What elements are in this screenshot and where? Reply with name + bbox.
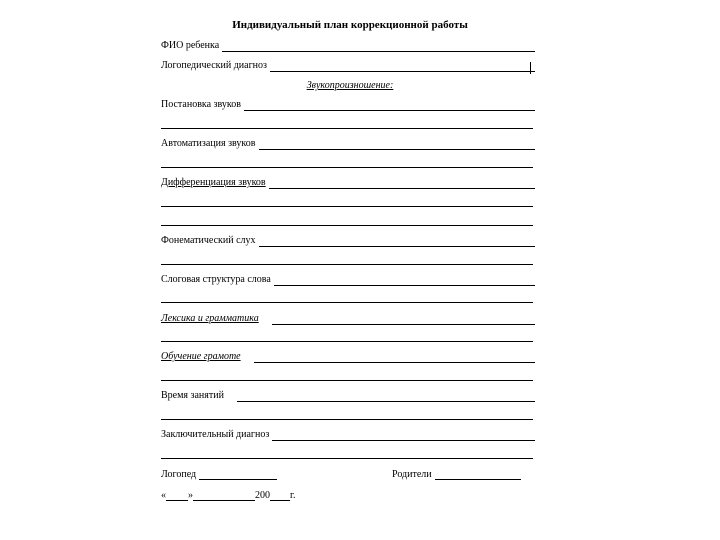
child-name-label: ФИО ребенка: [161, 40, 220, 51]
sound-differentiation-blank[interactable]: [269, 178, 535, 189]
sound-setting-row: [161, 97, 535, 111]
final-diagnosis-extra-line[interactable]: [161, 458, 533, 459]
literacy-label: Обучение грамоте: [161, 351, 241, 362]
sound-section-heading: Звукопроизношение:: [306, 80, 394, 91]
sound-automation-row: [161, 136, 535, 150]
lesson-time-blank[interactable]: [237, 391, 535, 402]
lesson-time-label: Время занятий: [161, 390, 224, 401]
parents-signature-blank[interactable]: [435, 469, 521, 480]
sound-automation-label: Автоматизация звуков: [161, 138, 256, 149]
date-day-blank[interactable]: [166, 490, 188, 501]
syllable-structure-extra-line[interactable]: [161, 302, 533, 303]
speech-diagnosis-blank[interactable]: [270, 61, 535, 72]
date-open-quote: «: [161, 490, 166, 501]
phonemic-hearing-row: [161, 233, 535, 247]
sound-differentiation-extra-line-1[interactable]: [161, 206, 533, 207]
lesson-time-extra-line[interactable]: [161, 419, 533, 420]
sound-automation-extra-line[interactable]: [161, 167, 533, 168]
syllable-structure-blank[interactable]: [274, 275, 535, 286]
date-close-quote: »: [188, 490, 193, 501]
literacy-extra-line[interactable]: [161, 380, 533, 381]
date-line: [161, 487, 295, 501]
syllable-structure-row: [161, 272, 535, 286]
date-month-blank[interactable]: [193, 490, 255, 501]
date-year-suffix: г.: [290, 490, 296, 501]
lesson-time-row: [161, 388, 535, 402]
phonemic-hearing-label: Фонематический слух: [161, 235, 256, 246]
literacy-blank[interactable]: [254, 352, 535, 363]
lexicon-grammar-row: [161, 311, 535, 325]
speech-therapist-label: Логопед: [161, 469, 197, 480]
syllable-structure-label: Слоговая структура слова: [161, 274, 271, 285]
parents-signature: [392, 466, 521, 480]
speech-diagnosis-label: Логопедический диагноз: [161, 60, 267, 71]
document-title: Индивидуальный план коррекционной работы: [232, 19, 468, 31]
speech-therapist-signature-blank[interactable]: [199, 469, 277, 480]
sound-differentiation-extra-line-2[interactable]: [161, 225, 533, 226]
date-year-blank[interactable]: [270, 490, 290, 501]
parents-label: Родители: [392, 469, 432, 480]
lexicon-grammar-blank[interactable]: [272, 314, 535, 325]
lexicon-grammar-label: Лексика и грамматика: [161, 313, 259, 324]
final-diagnosis-blank[interactable]: [272, 430, 535, 441]
phonemic-hearing-extra-line[interactable]: [161, 264, 533, 265]
final-diagnosis-label: Заключительный диагноз: [161, 429, 270, 440]
sound-setting-extra-line[interactable]: [161, 128, 533, 129]
literacy-row: [161, 349, 535, 363]
lexicon-grammar-extra-line[interactable]: [161, 341, 533, 342]
sound-setting-blank[interactable]: [244, 100, 535, 111]
sound-automation-blank[interactable]: [259, 139, 536, 150]
sound-setting-label: Постановка звуков: [161, 99, 241, 110]
text-cursor: [530, 62, 531, 74]
phonemic-hearing-blank[interactable]: [259, 236, 536, 247]
date-year-prefix: 200: [255, 490, 270, 501]
child-name-row: [161, 38, 535, 52]
final-diagnosis-row: [161, 427, 535, 441]
sound-differentiation-row: [161, 175, 535, 189]
speech-diagnosis-row: [161, 58, 535, 72]
speech-therapist-signature: [161, 466, 277, 480]
sound-differentiation-label: Дифференциация звуков: [161, 177, 266, 188]
child-name-blank[interactable]: [222, 41, 535, 52]
